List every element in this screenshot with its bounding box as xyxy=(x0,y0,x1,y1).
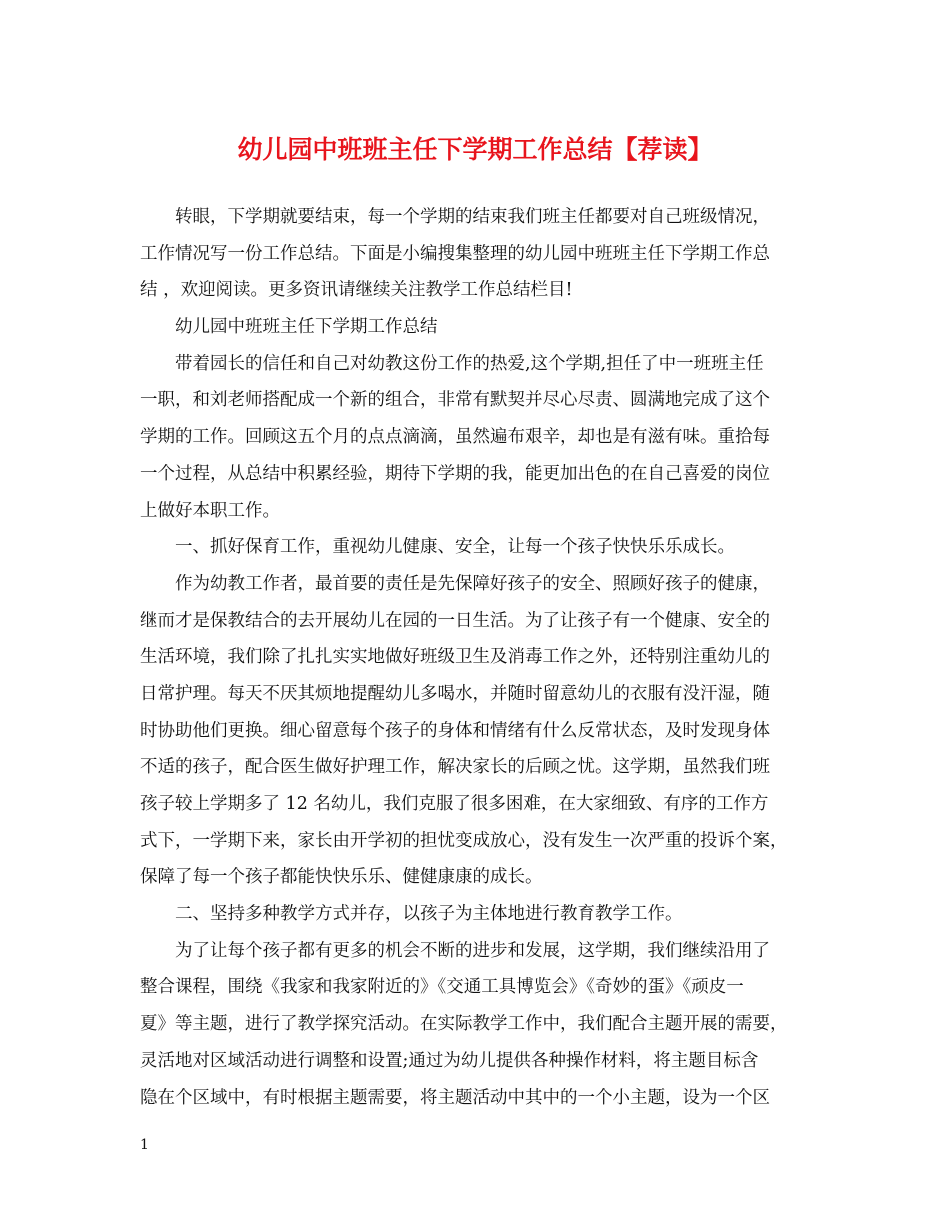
text-line: 不适的孩子，配合医生做好护理工作，解决家长的后顾之忧。这学期，虽然我们班 xyxy=(140,757,770,778)
document-body xyxy=(140,199,812,1116)
text-line: 幼儿园中班班主任下学期工作总结 xyxy=(175,317,438,338)
text-line: 整合课程，围绕《我家和我家附近的》《交通工具博览会》《奇妙的蛋》《顽皮一 xyxy=(140,977,744,998)
text-line: 工作情况写一份工作总结。下面是小编搜集整理的幼儿园中班班主任下学期工作总 xyxy=(140,243,770,264)
text-line: 隐在个区域中，有时根据主题需要，将主题活动中其中的一个小主题，设为一个区 xyxy=(140,1087,770,1108)
text-line: 学期的工作。回顾这五个月的点点滴滴，虽然遍布艰辛，却也是有滋有味。重拾每 xyxy=(140,427,770,448)
text-line: 带着园长的信任和自己对幼教这份工作的热爱,这个学期,担任了中一班班主任 xyxy=(175,353,764,374)
text-line: 继而才是保教结合的去开展幼儿在园的一日生活。为了让孩子有一个健康、安全的 xyxy=(140,610,770,631)
text-line: 夏》等主题，进行了教学探究活动。在实际教学工作中，我们配合主题开展的需要， xyxy=(140,1014,788,1035)
text-line: 结 ，欢迎阅读。更多资讯请继续关注教学工作总结栏目! xyxy=(140,280,573,301)
text-line: 转眼，下学期就要结束，每一个学期的结束我们班主任都要对自己班级情况， xyxy=(175,207,770,227)
text-line: 日常护理。每天不厌其烦地提醒幼儿多喝水，并随时留意幼儿的衣服有没汗湿，随 xyxy=(140,683,770,704)
text-line: 一、抓好保育工作，重视幼儿健康、安全，让每一个孩子快快乐乐成长。 xyxy=(175,537,735,558)
text-line: 式下，一学期下来，家长由开学初的担忧变成放心，没有发生一次严重的投诉个案， xyxy=(140,830,788,851)
text-line: 一职，和刘老师搭配成一个新的组合，非常有默契并尽心尽责、圆满地完成了这个 xyxy=(140,390,770,411)
document-title: 幼儿园中班班主任下学期工作总结【荐读】 xyxy=(237,135,713,164)
text-line: 灵活地对区域活动进行调整和设置;通过为幼儿提供各种操作材料，将主题目标含 xyxy=(140,1050,759,1071)
text-line: 作为幼教工作者，最首要的责任是先保障好孩子的安全、照顾好孩子的健康， xyxy=(175,573,770,594)
page-number: 1 xyxy=(140,1137,149,1153)
text-line: 时协助他们更换。细心留意每个孩子的身体和情绪有什么反常状态，及时发现身体 xyxy=(140,720,770,741)
text-line: 生活环境，我们除了扎扎实实地做好班级卫生及消毒工作之外，还特别注重幼儿的 xyxy=(140,647,770,668)
text-line: 二、坚持多种教学方式并存，以孩子为主体地进行教育教学工作。 xyxy=(175,904,683,925)
text-line: 保障了每一个孩子都能快快乐乐、健健康康的成长。 xyxy=(140,867,543,888)
text-line: 上做好本职工作。 xyxy=(140,500,280,521)
text-line: 孩子较上学期多了 12 名幼儿，我们克服了很多困难，在大家细致、有序的工作方 xyxy=(140,794,769,814)
text-line: 为了让每个孩子都有更多的机会不断的进步和发展，这学期，我们继续沿用了 xyxy=(175,940,770,961)
text-line: 一个过程，从总结中积累经验，期待下学期的我，能更加出色的在自己喜爱的岗位 xyxy=(140,463,770,484)
